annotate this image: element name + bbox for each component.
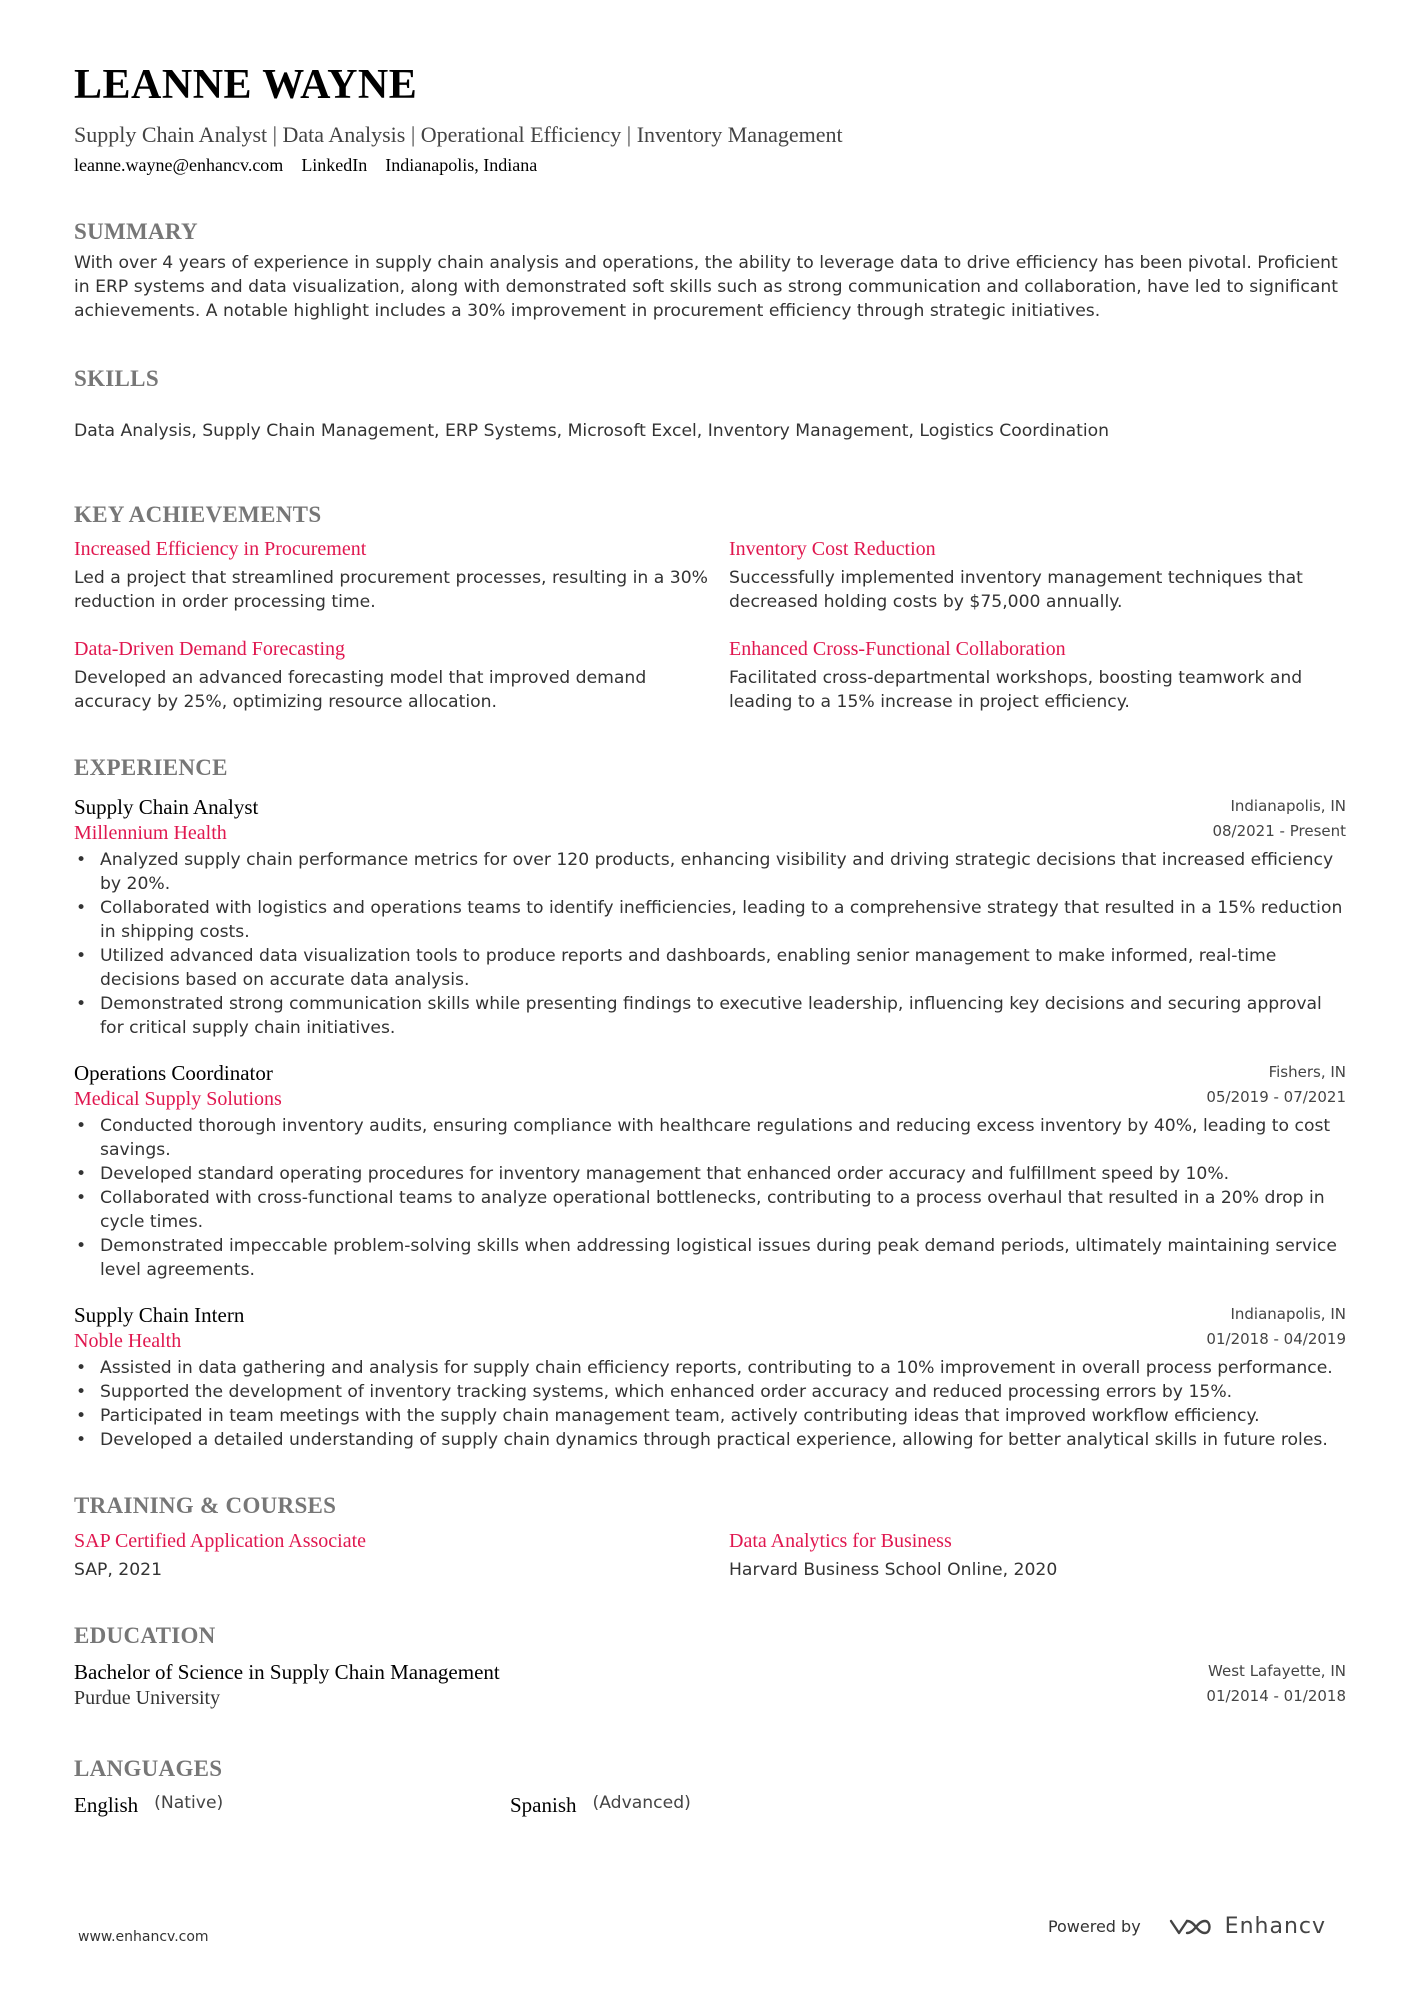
job-company: Millennium Health [74, 821, 227, 844]
candidate-headline: Supply Chain Analyst | Data Analysis | Operational Efficiency | Inventory Management [74, 122, 843, 148]
education-location: West Lafayette, IN [1208, 1662, 1346, 1681]
training-section [74, 1492, 1346, 1582]
job-company: Noble Health [74, 1329, 182, 1352]
linkedin-link[interactable]: LinkedIn [301, 154, 368, 175]
footer-branding [1048, 1914, 1326, 1939]
language-level: (Advanced) [592, 1792, 691, 1813]
achievements-grid [74, 536, 1346, 714]
job-entry [74, 1060, 1346, 1282]
powered-by-text: Powered by [1047, 1917, 1141, 1936]
achievement-item [74, 536, 729, 614]
footer-website[interactable]: www.enhancv.com [78, 1929, 209, 1945]
education-entry [74, 1659, 1346, 1711]
job-meta [1212, 794, 1346, 844]
job-bullets [74, 848, 1346, 1040]
job-bullet: • Assisted in data gathering and analysis for supply chain efficiency reports, contributing to a 10% improvement in overall process performance. [100, 1356, 1346, 1380]
languages-section [74, 1755, 1346, 1818]
achievement-desc: Led a project that streamlined procurement processes, resulting in a 30% reduction in order processing time. [74, 568, 708, 613]
section-title-summary: SUMMARY [74, 218, 198, 244]
job-bullets [74, 1356, 1346, 1452]
job-bullet: • Conducted thorough inventory audits, ensuring compliance with healthcare regulations and reducing excess inventory by 40%, leading to cost savings. [100, 1114, 1346, 1162]
school: Purdue University [74, 1687, 221, 1710]
education-section [74, 1622, 1346, 1712]
achievement-item [729, 636, 1329, 714]
training-title: SAP Certified Application Associate [74, 1529, 367, 1552]
language-item [74, 1793, 510, 1818]
section-title-achievements: KEY ACHIEVEMENTS [74, 501, 322, 527]
enhancv-logo-icon [1167, 1915, 1213, 1939]
job-bullet: • Collaborated with logistics and operations teams to identify inefficiencies, leading to a comprehensive strategy that resulted in a 15% reduction in shipping costs. [100, 896, 1346, 944]
training-item [74, 1528, 729, 1582]
achievement-desc: Developed an advanced forecasting model that improved demand accuracy by 25%, optimizing resource allocation. [74, 668, 647, 713]
job-bullet: • Analyzed supply chain performance metrics for over 120 products, enhancing visibility and driving strategic decisions that increased efficiency by 20%. [100, 848, 1346, 896]
job-dates: 01/2018 - 04/2019 [1206, 1329, 1346, 1348]
job-title: Supply Chain Intern [74, 1302, 245, 1327]
resume-page [74, 62, 1346, 1818]
job-title: Operations Coordinator [74, 1060, 273, 1085]
education-meta [1206, 1659, 1346, 1709]
language-level: (Native) [154, 1792, 224, 1813]
job-dates: 08/2021 - Present [1212, 821, 1346, 840]
email-link[interactable]: leanne.wayne@enhancv.com [74, 154, 284, 175]
achievement-desc: Successfully implemented inventory management techniques that decreased holding costs by $75,000 annually. [729, 568, 1303, 613]
training-desc: SAP, 2021 [74, 1559, 163, 1580]
job-bullet: • Collaborated with cross-functional teams to analyze operational bottlenecks, contributing to a process overhaul that resulted in a 20% drop in cycle times. [100, 1186, 1346, 1234]
job-dates: 05/2019 - 07/2021 [1206, 1087, 1346, 1106]
job-entry [74, 794, 1346, 1040]
section-title-skills: SKILLS [74, 366, 159, 392]
skills-text: Data Analysis, Supply Chain Management, ERP Systems, Microsoft Excel, Inventory Management, Logistics Coordination [74, 420, 1110, 441]
job-company: Medical Supply Solutions [74, 1087, 282, 1110]
achievement-title: Increased Efficiency in Procurement [74, 538, 367, 561]
language-item [510, 1793, 691, 1818]
job-bullet: • Utilized advanced data visualization tools to produce reports and dashboards, enabling senior management to make informed, real-time decisions based on accurate data analysis. [100, 944, 1346, 992]
section-title-languages: LANGUAGES [74, 1756, 223, 1782]
job-title: Supply Chain Analyst [74, 794, 259, 819]
summary-text: With over 4 years of experience in supply chain analysis and operations, the ability to leverage data to drive efficiency has been pivotal. Proficient in ERP systems and data visualization, along with demonstrated soft skills such as strong communication and collaboration, have led to significant achievements. A notable highlight includes a 30% improvement in procurement efficiency through strategic initiatives. [74, 253, 1338, 322]
training-desc: Harvard Business School Online, 2020 [729, 1559, 1058, 1580]
job-bullet: • Demonstrated strong communication skills while presenting findings to executive leadership, influencing key decisions and securing approval for critical supply chain initiatives. [100, 992, 1346, 1040]
job-bullet: • Developed a detailed understanding of supply chain dynamics through practical experience, allowing for better analytical skills in future roles. [100, 1428, 1346, 1452]
language-name: Spanish [510, 1792, 577, 1817]
achievement-item [729, 536, 1329, 614]
job-location: Indianapolis, IN [1230, 1304, 1346, 1323]
achievements-section [74, 501, 1346, 715]
section-title-education: EDUCATION [74, 1622, 216, 1648]
job-location: Indianapolis, IN [1230, 796, 1346, 815]
job-entry [74, 1302, 1346, 1452]
summary-section [74, 218, 1346, 324]
location-text: Indianapolis, Indiana [385, 154, 538, 175]
candidate-name: LEANNE WAYNE [74, 62, 418, 108]
brand-name: Enhancv [1224, 1914, 1326, 1939]
degree: Bachelor of Science in Supply Chain Management [74, 1660, 500, 1685]
skills-section [74, 365, 1346, 443]
achievement-title: Data-Driven Demand Forecasting [74, 638, 346, 661]
job-bullet: • Demonstrated impeccable problem-solving skills when addressing logistical issues during peak demand periods, ultimately maintaining service level agreements. [100, 1234, 1346, 1282]
languages-row [74, 1793, 1346, 1818]
job-bullet: • Participated in team meetings with the supply chain management team, actively contributing ideas that improved workflow efficiency. [100, 1404, 1346, 1428]
job-meta [1206, 1060, 1346, 1110]
achievement-title: Inventory Cost Reduction [729, 538, 936, 561]
experience-section [74, 754, 1346, 1452]
job-bullet: • Supported the development of inventory tracking systems, which enhanced order accuracy and reduced processing errors by 15%. [100, 1380, 1346, 1404]
achievement-item [74, 636, 729, 714]
training-item [729, 1528, 1329, 1582]
job-meta [1206, 1302, 1346, 1352]
language-name: English [74, 1792, 139, 1817]
education-dates: 01/2014 - 01/2018 [1206, 1687, 1346, 1706]
job-location: Fishers, IN [1268, 1062, 1346, 1081]
enhancv-logo[interactable] [1167, 1914, 1326, 1939]
section-title-experience: EXPERIENCE [74, 755, 228, 781]
contact-row [74, 155, 1346, 176]
training-grid [74, 1528, 1346, 1582]
achievement-desc: Facilitated cross-departmental workshops, boosting teamwork and leading to a 15% increase in project efficiency. [729, 668, 1303, 713]
training-title: Data Analytics for Business [729, 1529, 952, 1552]
job-bullets [74, 1114, 1346, 1282]
section-title-training: TRAINING & COURSES [74, 1492, 337, 1518]
achievement-title: Enhanced Cross-Functional Collaboration [729, 638, 1066, 661]
job-bullet: • Developed standard operating procedures for inventory management that enhanced order accuracy and fulfillment speed by 10%. [100, 1162, 1346, 1186]
